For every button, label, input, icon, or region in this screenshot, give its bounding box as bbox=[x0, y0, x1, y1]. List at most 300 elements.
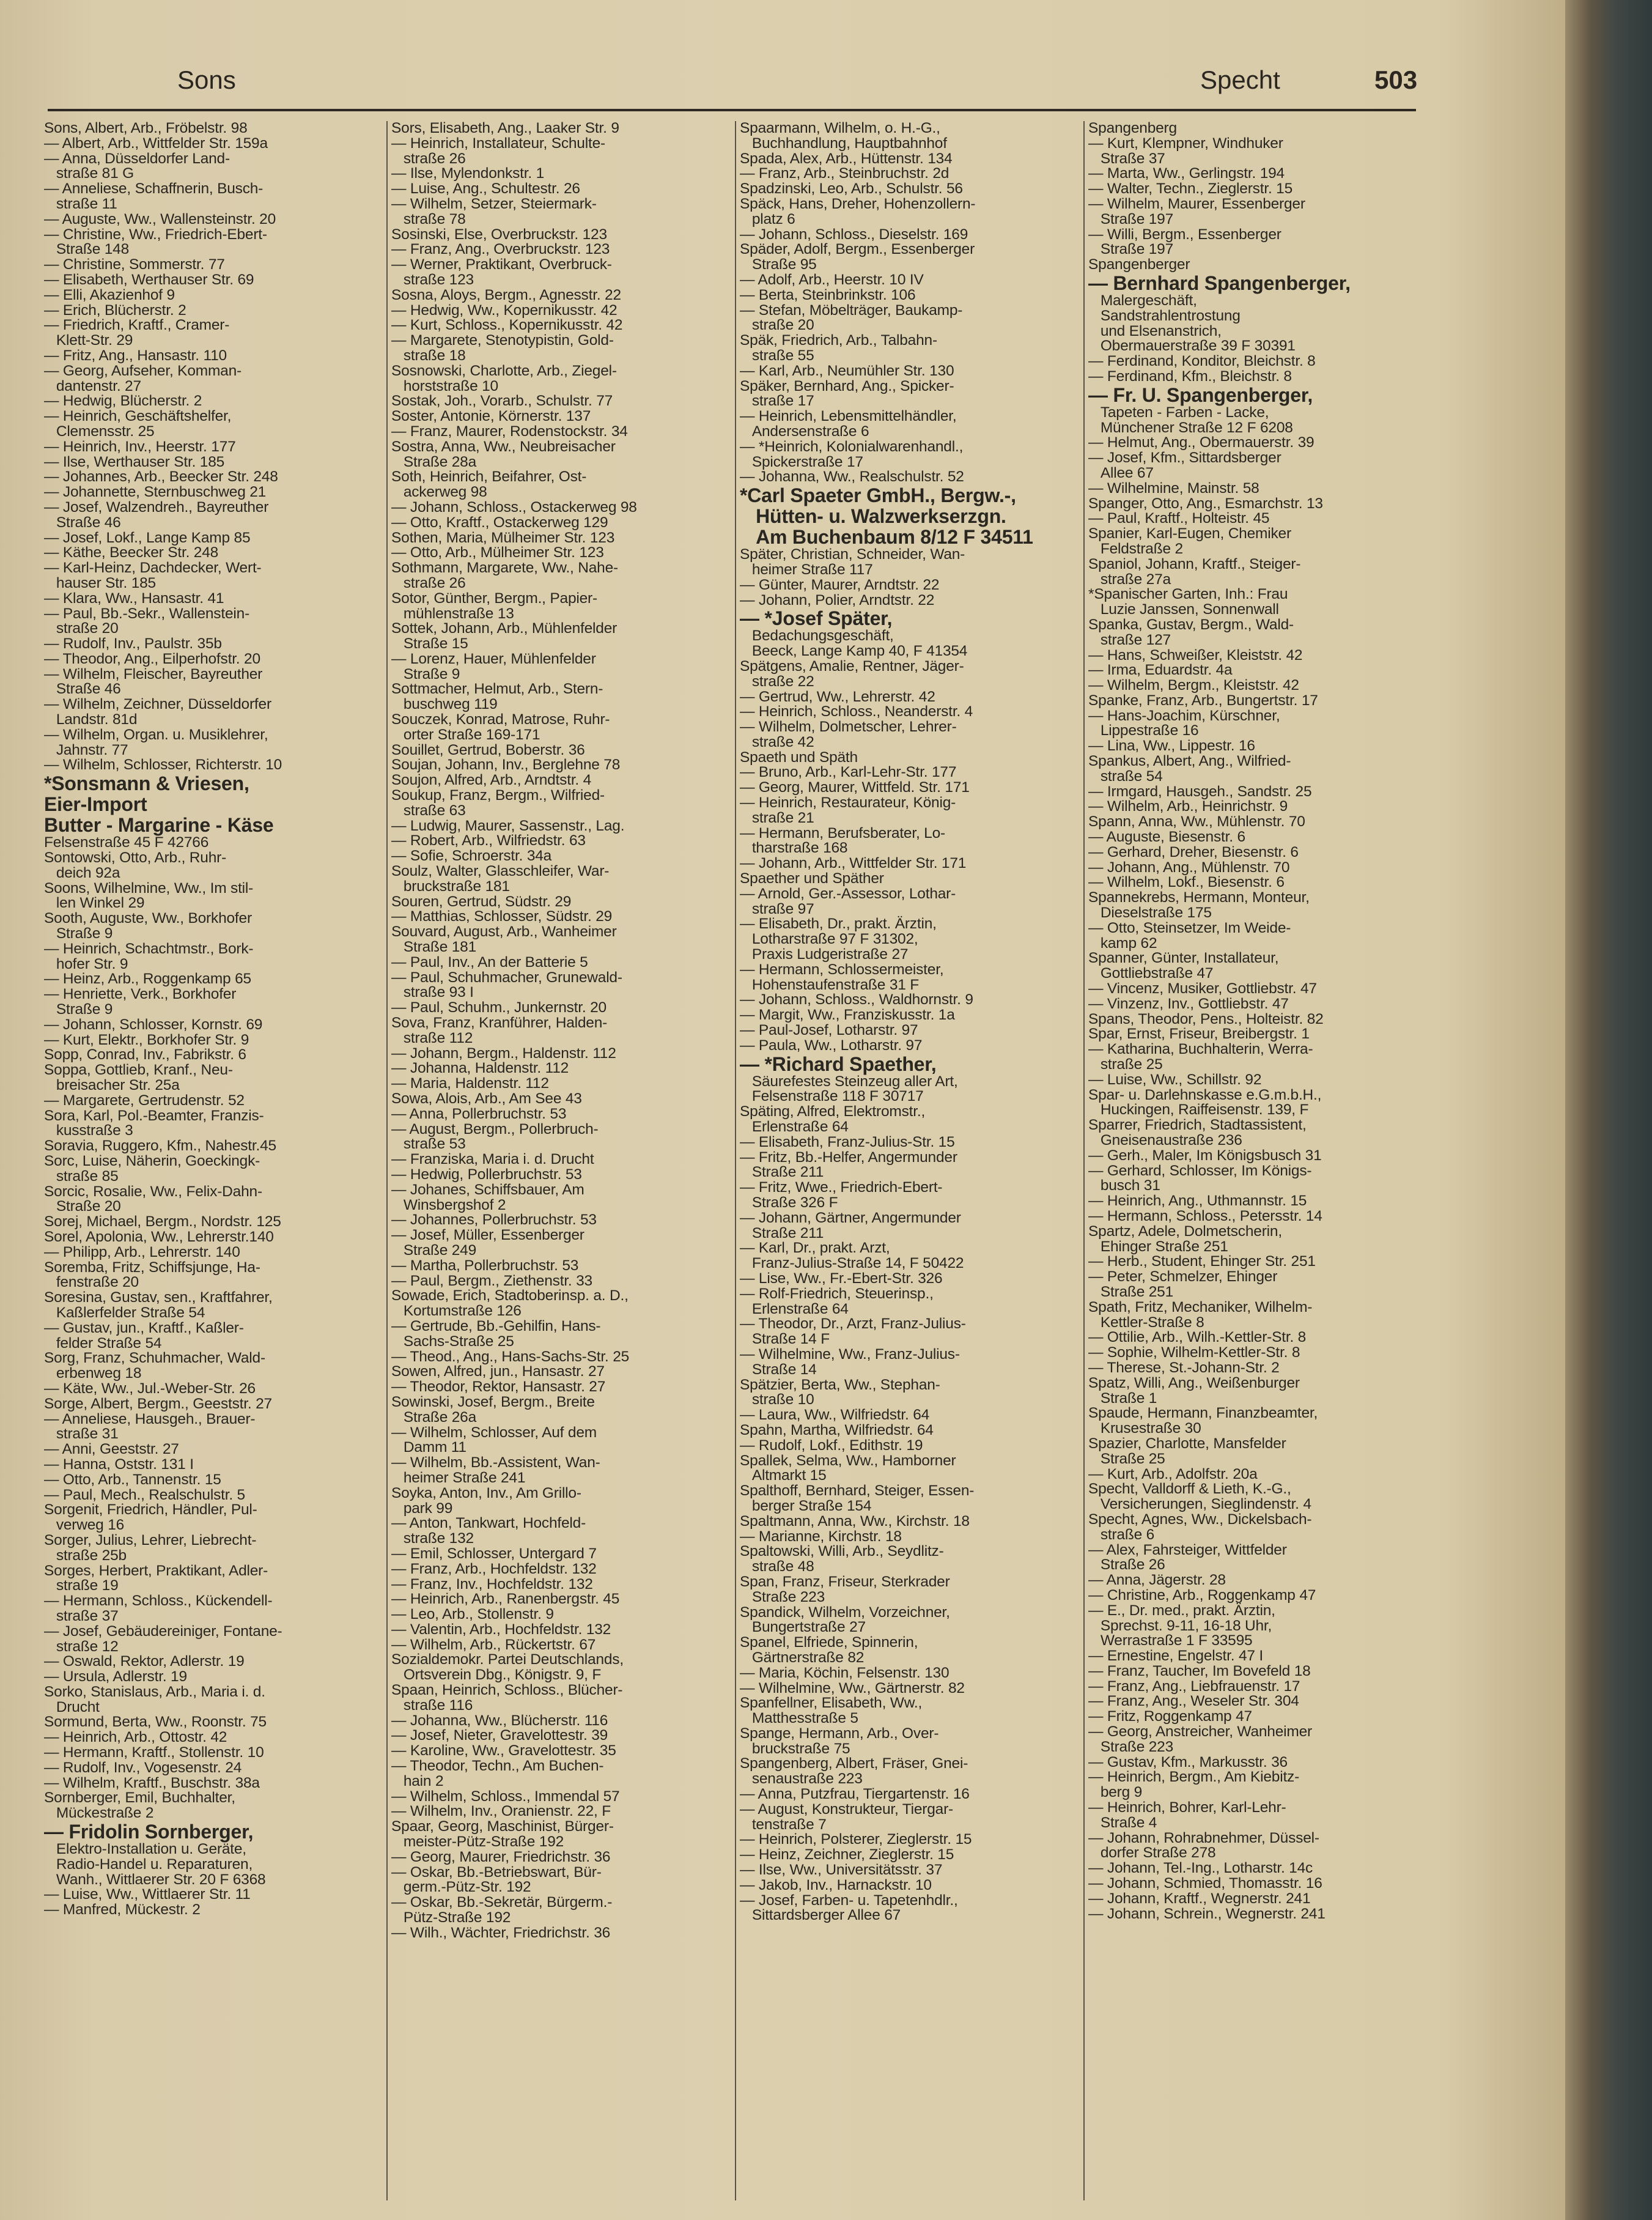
directory-line: Straße 223 bbox=[1088, 1738, 1174, 1755]
directory-line: Sostra, Anna, Ww., Neubreisacher bbox=[391, 438, 616, 455]
directory-line: — Martha, Pollerbruchstr. 53 bbox=[391, 1257, 579, 1274]
directory-line: — Maria, Köchin, Felsenstr. 130 bbox=[740, 1664, 950, 1681]
directory-line: — Wilhelm, Setzer, Steiermark- bbox=[391, 195, 597, 212]
directory-line: — Heinrich, Installateur, Schulte- bbox=[391, 135, 605, 152]
directory-line: Späker, Bernhard, Ang., Spicker- bbox=[740, 377, 954, 394]
directory-line: — Philipp, Arb., Lehrerstr. 140 bbox=[44, 1243, 240, 1260]
directory-line: — Otto, Steinsetzer, Im Weide- bbox=[1088, 919, 1291, 936]
directory-line: — Fritz, Bb.-Helfer, Angermunder bbox=[740, 1149, 957, 1166]
directory-line: Jahnstr. 77 bbox=[44, 741, 128, 758]
header-left-keyword: Sons bbox=[177, 65, 236, 94]
directory-line: — Ilse, Ww., Universitätsstr. 37 bbox=[740, 1862, 943, 1879]
directory-line: germ.-Pütz-Str. 192 bbox=[391, 1879, 531, 1896]
directory-line: Sorges, Herbert, Praktikant, Adler- bbox=[44, 1562, 268, 1579]
directory-line: — Paul, Bb.-Sekr., Wallenstein- bbox=[44, 605, 250, 622]
directory-line: Obermauerstraße 39 F 30391 bbox=[1088, 338, 1296, 355]
directory-line: — Luise, Ang., Schultestr. 26 bbox=[391, 180, 580, 198]
directory-line: orter Straße 169-171 bbox=[391, 726, 540, 743]
directory-line: — Auguste, Ww., Wallensteinstr. 20 bbox=[44, 210, 276, 228]
directory-line: Spätzier, Berta, Ww., Stephan- bbox=[740, 1376, 940, 1393]
directory-line: Spaarmann, Wilhelm, o. H.-G., bbox=[740, 121, 940, 136]
directory-line: straße 53 bbox=[391, 1136, 466, 1153]
directory-line: straße 6 bbox=[1088, 1526, 1155, 1543]
directory-line: — Elisabeth, Werthauser Str. 69 bbox=[44, 271, 254, 288]
directory-line: — Vinzenz, Inv., Gottliebstr. 47 bbox=[1088, 995, 1289, 1012]
directory-line: — Josef, Farben- u. Tapetenhdlr., bbox=[740, 1892, 958, 1909]
directory-line: — *Richard Spaether, bbox=[740, 1053, 937, 1075]
directory-line: — Josef, Kfm., Sittardsberger bbox=[1088, 450, 1281, 467]
directory-line: — Heinrich, Schloss., Neanderstr. 4 bbox=[740, 703, 973, 720]
directory-line: — Franz, Arb., Hochfeldstr. 132 bbox=[391, 1560, 597, 1577]
directory-line: Spannekrebs, Hermann, Monteur, bbox=[1088, 889, 1310, 906]
directory-line: — Franziska, Maria i. d. Drucht bbox=[391, 1151, 594, 1168]
directory-line: — Theod., Ang., Hans-Sachs-Str. 25 bbox=[391, 1348, 630, 1365]
directory-line: — Kurt, Elektr., Borkhofer Str. 9 bbox=[44, 1031, 249, 1048]
directory-line: Soppa, Gottlieb, Kranf., Neu- bbox=[44, 1062, 233, 1079]
directory-line: Straße 25 bbox=[1088, 1450, 1165, 1467]
directory-line: meister-Pütz-Straße 192 bbox=[391, 1833, 564, 1851]
directory-line: Straße 14 F bbox=[740, 1331, 830, 1348]
directory-line: — Rudolf, Inv., Paulstr. 35b bbox=[44, 635, 222, 653]
directory-line: — Johann, Schmied, Thomasstr. 16 bbox=[1088, 1875, 1322, 1892]
directory-line: — Wilhelm, Bb.-Assistent, Wan- bbox=[391, 1454, 600, 1471]
directory-line: straße 26 bbox=[391, 150, 466, 167]
directory-line: Klett-Str. 29 bbox=[44, 332, 133, 349]
directory-line: — Jakob, Inv., Harnackstr. 10 bbox=[740, 1876, 932, 1893]
directory-line: Straße 148 bbox=[44, 241, 130, 258]
directory-line: — Johann, Kraftf., Wegnerstr. 241 bbox=[1088, 1890, 1311, 1907]
directory-line: kusstraße 3 bbox=[44, 1122, 133, 1139]
directory-line: Sostak, Joh., Vorarb., Schulstr. 77 bbox=[391, 393, 613, 410]
directory-line: — Therese, St.-Johann-Str. 2 bbox=[1088, 1359, 1280, 1376]
column-4 bbox=[1088, 121, 1431, 2200]
directory-line: senaustraße 223 bbox=[740, 1770, 863, 1788]
directory-line: Feldstraße 2 bbox=[1088, 540, 1183, 557]
directory-line: — Gerh., Maler, Im Königsbusch 31 bbox=[1088, 1147, 1322, 1164]
directory-line: Spar- u. Darlehnskasse e.G.m.b.H., bbox=[1088, 1086, 1322, 1103]
directory-line: Spann, Anna, Ww., Mühlenstr. 70 bbox=[1088, 813, 1305, 831]
directory-line: dantenstr. 27 bbox=[44, 377, 141, 394]
directory-line: Sottek, Johann, Arb., Mühlenfelder bbox=[391, 620, 618, 637]
directory-line: straße 27a bbox=[1088, 571, 1171, 588]
directory-line: — Bruno, Arb., Karl-Lehr-Str. 177 bbox=[740, 764, 957, 781]
directory-line: Soujan, Johann, Inv., Berglehne 78 bbox=[391, 757, 621, 774]
directory-line: Sosnowski, Charlotte, Arb., Ziegel- bbox=[391, 362, 617, 379]
page-number: 503 bbox=[1374, 65, 1418, 94]
directory-line: Soulz, Walter, Glasschleifer, War- bbox=[391, 863, 610, 880]
directory-line: Spanke, Franz, Arb., Bungertstr. 17 bbox=[1088, 692, 1318, 709]
directory-line: straße 17 bbox=[740, 393, 814, 410]
directory-line: Spans, Theodor, Pens., Holteistr. 82 bbox=[1088, 1010, 1324, 1027]
directory-line: Franz-Julius-Straße 14, F 50422 bbox=[740, 1255, 964, 1272]
directory-line: — Hermann, Schloss., Petersstr. 14 bbox=[1088, 1207, 1322, 1224]
directory-line: Soukup, Franz, Bergm., Wilfried- bbox=[391, 787, 605, 804]
directory-line: — Wilhelm, Schloss., Immendal 57 bbox=[391, 1788, 620, 1805]
directory-line: straße 37 bbox=[44, 1607, 119, 1624]
directory-line: Straße 9 bbox=[44, 1001, 113, 1018]
directory-line: — Paul, Mech., Realschulstr. 5 bbox=[44, 1486, 245, 1503]
directory-line: fenstraße 20 bbox=[44, 1274, 139, 1291]
directory-line: — Käte, Ww., Jul.-Weber-Str. 26 bbox=[44, 1380, 256, 1397]
directory-line: Straße 15 bbox=[391, 635, 468, 653]
directory-line: heimer Straße 241 bbox=[391, 1469, 526, 1486]
directory-line: — Werner, Praktikant, Overbruck- bbox=[391, 256, 612, 273]
directory-line: mühlenstraße 13 bbox=[391, 605, 514, 622]
directory-line: — Franz, Arb., Steinbruchstr. 2d bbox=[740, 165, 950, 182]
directory-line: felder Straße 54 bbox=[44, 1334, 162, 1352]
directory-line: — Ottilie, Arb., Wilh.-Kettler-Str. 8 bbox=[1088, 1329, 1307, 1346]
directory-line: — Wilh., Wächter, Friedrichstr. 36 bbox=[391, 1924, 611, 1941]
directory-line: — Johann, Arb., Wittfelder Str. 171 bbox=[740, 855, 967, 872]
directory-line: Elektro-Installation u. Geräte, bbox=[44, 1841, 246, 1858]
directory-line: Sorcic, Rosalie, Ww., Felix-Dahn- bbox=[44, 1183, 262, 1200]
directory-line: Sons, Albert, Arb., Fröbelstr. 98 bbox=[44, 121, 248, 136]
directory-line: — Berta, Steinbrinkstr. 106 bbox=[740, 286, 916, 303]
directory-line: — Paul, Kraftf., Holteistr. 45 bbox=[1088, 510, 1270, 527]
directory-line: bruckstraße 181 bbox=[391, 878, 510, 895]
directory-line: Souren, Gertrud, Südstr. 29 bbox=[391, 893, 572, 910]
directory-line: Straße 326 F bbox=[740, 1194, 838, 1211]
directory-line: Bedachungsgeschäft, bbox=[740, 627, 894, 645]
directory-line: tharstraße 168 bbox=[740, 840, 848, 857]
directory-line: Spanner, Günter, Installateur, bbox=[1088, 950, 1279, 967]
directory-line: — Margit, Ww., Franziskusstr. 1a bbox=[740, 1007, 955, 1024]
directory-line: — Ilse, Mylendonkstr. 1 bbox=[391, 165, 545, 182]
directory-line: — Gustav, Kfm., Markusstr. 36 bbox=[1088, 1753, 1288, 1770]
directory-line: — Fridolin Sornberger, bbox=[44, 1821, 254, 1843]
directory-line: Span, Franz, Friseur, Sterkrader bbox=[740, 1573, 950, 1590]
directory-line: straße 22 bbox=[740, 673, 814, 690]
directory-line: — E., Dr. med., prakt. Ärztin, bbox=[1088, 1602, 1275, 1619]
directory-line: straße 85 bbox=[44, 1167, 119, 1185]
directory-line: — Otto, Arb., Mülheimer Str. 123 bbox=[391, 544, 604, 561]
directory-line: Drucht bbox=[44, 1698, 100, 1715]
directory-line: — Bernhard Spangenberger, bbox=[1088, 272, 1351, 294]
directory-line: Sowen, Alfred, jun., Hansastr. 27 bbox=[391, 1363, 605, 1380]
directory-line: — Klara, Ww., Hansastr. 41 bbox=[44, 590, 224, 607]
directory-line: — Fritz, Wwe., Friedrich-Ebert- bbox=[740, 1179, 943, 1196]
directory-line: — Georg, Anstreicher, Wanheimer bbox=[1088, 1723, 1312, 1741]
directory-line: — Johann, Polier, Arndtstr. 22 bbox=[740, 591, 935, 609]
directory-line: — Johanes, Schiffsbauer, Am bbox=[391, 1181, 584, 1198]
directory-line: Spätgens, Amalie, Rentner, Jäger- bbox=[740, 657, 964, 675]
directory-line: Andersenstraße 6 bbox=[740, 423, 869, 440]
directory-line: — Johann, Schloss., Dieselstr. 169 bbox=[740, 226, 968, 243]
directory-line: — Wilhelm, Dolmetscher, Lehrer- bbox=[740, 719, 957, 736]
directory-line: Hütten- u. Walzwerkserzgn. bbox=[740, 505, 1006, 528]
directory-line: — Josef, Nieter, Gravelottestr. 39 bbox=[391, 1727, 608, 1744]
directory-line: Sottmacher, Helmut, Arb., Stern- bbox=[391, 681, 603, 698]
directory-line: — Johann, Schloss., Waldhornstr. 9 bbox=[740, 991, 973, 1008]
directory-line: Souillet, Gertrud, Boberstr. 36 bbox=[391, 741, 585, 758]
directory-line: — Marianne, Kirchstr. 18 bbox=[740, 1528, 902, 1545]
directory-line: Spar, Ernst, Friseur, Breibergstr. 1 bbox=[1088, 1026, 1310, 1043]
directory-line: — Margarete, Stenotypistin, Gold- bbox=[391, 332, 614, 349]
directory-line: — Fritz, Roggenkamp 47 bbox=[1088, 1708, 1252, 1725]
directory-line: — Wilhelm, Schlosser, Richterstr. 10 bbox=[44, 757, 282, 774]
directory-line: Sorej, Michael, Bergm., Nordstr. 125 bbox=[44, 1213, 281, 1230]
directory-line: Soujon, Alfred, Arb., Arndtstr. 4 bbox=[391, 772, 592, 789]
directory-line: — Johann, Gärtner, Angermunder bbox=[740, 1209, 961, 1226]
directory-line: Sowa, Alois, Arb., Am See 43 bbox=[391, 1090, 582, 1107]
page-header bbox=[0, 58, 1565, 107]
directory-line: — Paul-Josef, Lotharstr. 97 bbox=[740, 1022, 918, 1039]
directory-line: Erlenstraße 64 bbox=[740, 1119, 849, 1136]
directory-line: — Hanna, Oststr. 131 I bbox=[44, 1456, 194, 1473]
directory-line: straße 55 bbox=[740, 347, 814, 364]
directory-line: Sorg, Franz, Schuhmacher, Wald- bbox=[44, 1350, 265, 1367]
directory-line: — Anna, Putzfrau, Tiergartenstr. 16 bbox=[740, 1786, 970, 1803]
directory-line: Späder, Adolf, Bergm., Essenberger bbox=[740, 241, 975, 258]
directory-line: — Heinrich, Arb., Ranenbergstr. 45 bbox=[391, 1591, 620, 1608]
directory-line: Straße 14 bbox=[740, 1361, 817, 1378]
directory-line: hauser Str. 185 bbox=[44, 574, 156, 591]
directory-line: Später, Christian, Schneider, Wan- bbox=[740, 546, 965, 563]
directory-line: — Christine, Arb., Roggenkamp 47 bbox=[1088, 1586, 1316, 1604]
directory-line: Spalthoff, Bernhard, Steiger, Essen- bbox=[740, 1482, 975, 1500]
column-2 bbox=[391, 121, 734, 2200]
directory-line: — Oskar, Bb.-Sekretär, Bürgerm.- bbox=[391, 1894, 613, 1911]
directory-line: straße 48 bbox=[740, 1558, 814, 1575]
directory-line: Straße 249 bbox=[391, 1241, 477, 1259]
directory-line: Gärtnerstraße 82 bbox=[740, 1649, 865, 1666]
directory-line: platz 6 bbox=[740, 210, 795, 228]
directory-line: — Alex, Fahrsteiger, Wittfelder bbox=[1088, 1541, 1287, 1558]
directory-line: Sova, Franz, Kranführer, Halden- bbox=[391, 1015, 608, 1032]
directory-line: — Ferdinand, Konditor, Bleichstr. 8 bbox=[1088, 353, 1316, 370]
directory-line: straße 132 bbox=[391, 1530, 474, 1547]
directory-line: — Gustav, jun., Kraftf., Kaßler- bbox=[44, 1319, 244, 1336]
directory-line: — Paul, Schuhm., Junkernstr. 20 bbox=[391, 999, 607, 1016]
directory-line: Spaan, Heinrich, Schloss., Blücher- bbox=[391, 1682, 623, 1699]
directory-line: — Paula, Ww., Lotharstr. 97 bbox=[740, 1037, 923, 1054]
directory-line: und Elsenanstrich, bbox=[1088, 322, 1222, 339]
directory-line: straße 20 bbox=[44, 620, 119, 637]
directory-line: Spanel, Elfriede, Spinnerin, bbox=[740, 1634, 918, 1651]
directory-line: — Franz, Maurer, Rodenstockstr. 34 bbox=[391, 423, 628, 440]
directory-line: park 99 bbox=[391, 1500, 453, 1517]
directory-line: Mückestraße 2 bbox=[44, 1805, 154, 1822]
directory-line: — Henriette, Verk., Borkhofer bbox=[44, 986, 237, 1003]
directory-line: deich 92a bbox=[44, 864, 120, 881]
directory-line: — Maria, Haldenstr. 112 bbox=[391, 1075, 549, 1092]
directory-line: — Heinrich, Restaurateur, König- bbox=[740, 794, 956, 812]
directory-line: — Vincenz, Musiker, Gottliebstr. 47 bbox=[1088, 980, 1317, 997]
directory-line: — Wilhelm, Zeichner, Düsseldorfer bbox=[44, 696, 271, 713]
directory-line: — Herb., Student, Ehinger Str. 251 bbox=[1088, 1253, 1316, 1270]
directory-line: Straße 1 bbox=[1088, 1389, 1157, 1407]
directory-line: — Wilhelm, Maurer, Essenberger bbox=[1088, 195, 1305, 212]
directory-line: — Wilhelm, Organ. u. Musiklehrer, bbox=[44, 726, 268, 743]
directory-line: Hohenstaufenstraße 31 F bbox=[740, 976, 920, 993]
directory-line: Spickerstraße 17 bbox=[740, 453, 863, 470]
directory-line: Straße 28a bbox=[391, 453, 477, 470]
directory-line: — Wilhelm, Kraftf., Buschstr. 38a bbox=[44, 1774, 260, 1791]
directory-line: Soons, Wilhelmine, Ww., Im stil- bbox=[44, 879, 254, 897]
directory-line: Am Buchenbaum 8/12 F 34511 bbox=[740, 526, 1033, 549]
directory-line: Kaßlerfelder Straße 54 bbox=[44, 1304, 205, 1321]
directory-line: — Anna, Düsseldorfer Land- bbox=[44, 150, 230, 167]
directory-line: Ehinger Straße 251 bbox=[1088, 1238, 1228, 1255]
directory-line: — August, Bergm., Pollerbruch- bbox=[391, 1120, 599, 1138]
directory-line: erbenweg 18 bbox=[44, 1365, 142, 1382]
column-3 bbox=[740, 121, 1082, 2200]
directory-line: — Anneliese, Schaffnerin, Busch- bbox=[44, 180, 264, 198]
directory-line: — Erich, Blücherstr. 2 bbox=[44, 302, 186, 319]
directory-line: straße 78 bbox=[391, 210, 466, 228]
directory-line: — Matthias, Schlosser, Südstr. 29 bbox=[391, 908, 613, 925]
directory-line: — Johann, Ang., Mühlenstr. 70 bbox=[1088, 859, 1290, 876]
directory-line: — Hermann, Berufsberater, Lo- bbox=[740, 824, 945, 842]
directory-line: Spangenberg bbox=[1088, 121, 1177, 136]
directory-line: Spaeth und Späth bbox=[740, 749, 858, 766]
directory-line: Bungertstraße 27 bbox=[740, 1619, 866, 1636]
directory-line: Straße 9 bbox=[44, 925, 113, 942]
directory-line: Sosna, Aloys, Bergm., Agnesstr. 22 bbox=[391, 286, 621, 303]
directory-line: — Heinz, Zeichner, Zieglerstr. 15 bbox=[740, 1846, 954, 1863]
directory-line: — Heinrich, Ang., Uthmannstr. 15 bbox=[1088, 1193, 1307, 1210]
directory-line: — Gerhard, Schlosser, Im Königs- bbox=[1088, 1162, 1312, 1179]
directory-line: — Adolf, Arb., Heerstr. 10 IV bbox=[740, 271, 924, 288]
directory-line: — Anneliese, Hausgeh., Brauer- bbox=[44, 1410, 256, 1427]
directory-line: berger Straße 154 bbox=[740, 1497, 872, 1514]
directory-line: — Paul, Inv., An der Batterie 5 bbox=[391, 953, 588, 971]
directory-line: Spangenberger bbox=[1088, 256, 1190, 273]
directory-line: Buchhandlung, Hauptbahnhof bbox=[740, 135, 947, 152]
directory-line: Spartz, Adele, Dolmetscherin, bbox=[1088, 1223, 1282, 1240]
directory-line: Sprechst. 9-11, 16-18 Uhr, bbox=[1088, 1617, 1272, 1634]
directory-line: — Kurt, Klempner, Windhuker bbox=[1088, 135, 1283, 152]
directory-line: Krusestraße 30 bbox=[1088, 1420, 1201, 1437]
directory-line: — Wilhelm, Bergm., Kleiststr. 42 bbox=[1088, 677, 1299, 694]
directory-line: — Walter, Techn., Zieglerstr. 15 bbox=[1088, 180, 1293, 198]
directory-line: — Johanna, Haldenstr. 112 bbox=[391, 1060, 569, 1077]
directory-line: Spandick, Wilhelm, Vorzeichner, bbox=[740, 1604, 950, 1621]
directory-line: straße 25b bbox=[44, 1547, 127, 1564]
directory-line: — Arnold, Ger.-Assessor, Lothar- bbox=[740, 885, 956, 902]
directory-line: — Paul, Bergm., Ziethenstr. 33 bbox=[391, 1272, 592, 1289]
directory-line: — Fritz, Ang., Hansastr. 110 bbox=[44, 347, 227, 364]
directory-line: Erlenstraße 64 bbox=[740, 1300, 849, 1317]
directory-line: — *Josef Später, bbox=[740, 607, 893, 630]
directory-line: — Ursula, Adlerstr. 19 bbox=[44, 1668, 187, 1685]
directory-line: — Willi, Bergm., Essenberger bbox=[1088, 226, 1281, 243]
directory-line: Sorel, Apolonia, Ww., Lehrerstr.140 bbox=[44, 1228, 274, 1245]
directory-line: — Sophie, Wilhelm-Kettler-Str. 8 bbox=[1088, 1344, 1300, 1361]
directory-line: bruckstraße 75 bbox=[740, 1740, 850, 1757]
directory-line: — Rudolf, Inv., Vogesenstr. 24 bbox=[44, 1759, 242, 1776]
directory-line: — Heinrich, Inv., Heerstr. 177 bbox=[44, 438, 236, 455]
directory-line: — Christine, Ww., Friedrich-Ebert- bbox=[44, 226, 267, 243]
directory-line: — Georg, Maurer, Wittfeld. Str. 171 bbox=[740, 779, 970, 796]
directory-line: — Josef, Gebäudereiniger, Fontane- bbox=[44, 1622, 282, 1640]
directory-line: Sowade, Erich, Stadtoberinsp. a. D., bbox=[391, 1287, 629, 1304]
directory-line: Soyka, Anton, Inv., Am Grillo- bbox=[391, 1484, 581, 1501]
directory-line: straße 123 bbox=[391, 271, 474, 288]
directory-line: straße 116 bbox=[391, 1696, 473, 1714]
directory-line: Straße 211 bbox=[740, 1164, 824, 1181]
column-divider bbox=[735, 121, 736, 2200]
directory-line: Straße 197 bbox=[1088, 241, 1174, 258]
column-1 bbox=[44, 121, 386, 2200]
directory-line: — Fr. U. Spangenberger, bbox=[1088, 383, 1313, 406]
directory-line: — Gertrude, Bb.-Gehilfin, Hans- bbox=[391, 1317, 601, 1334]
directory-line: Eier-Import bbox=[44, 793, 147, 816]
directory-line: Straße 181 bbox=[391, 939, 477, 956]
directory-line: Spatz, Willi, Ang., Weißenburger bbox=[1088, 1374, 1300, 1391]
directory-line: — Ludwig, Maurer, Sassenstr., Lag. bbox=[391, 817, 625, 834]
directory-line: — Irmgard, Hausgeh., Sandstr. 25 bbox=[1088, 783, 1312, 800]
directory-line: Sparrer, Friedrich, Stadtassistent, bbox=[1088, 1117, 1307, 1134]
directory-line: — Stefan, Möbelträger, Baukamp- bbox=[740, 302, 963, 319]
directory-line: Spange, Hermann, Arb., Over- bbox=[740, 1725, 939, 1742]
directory-line: — Karl, Dr., prakt. Arzt, bbox=[740, 1240, 890, 1257]
directory-line: — Sofie, Schroerstr. 34a bbox=[391, 848, 552, 865]
directory-line: straße 63 bbox=[391, 802, 466, 819]
directory-line: Sora, Karl, Pol.-Beamter, Franzis- bbox=[44, 1107, 264, 1124]
directory-line: — Helmut, Ang., Obermauerstr. 39 bbox=[1088, 434, 1315, 451]
directory-line: busch 31 bbox=[1088, 1177, 1160, 1194]
directory-line: *Carl Spaeter GmbH., Bergw.-, bbox=[740, 484, 1016, 507]
directory-line: Kettler-Straße 8 bbox=[1088, 1314, 1204, 1331]
directory-line: straße 112 bbox=[391, 1029, 473, 1046]
directory-line: — Johann, Tel.-Ing., Lotharstr. 14c bbox=[1088, 1860, 1313, 1877]
directory-line: Allee 67 bbox=[1088, 464, 1154, 481]
directory-line: Sittardsberger Allee 67 bbox=[740, 1907, 901, 1924]
directory-line: Soresina, Gustav, sen., Kraftfahrer, bbox=[44, 1289, 273, 1306]
directory-line: ackerweg 98 bbox=[391, 484, 487, 501]
directory-line: straße 11 bbox=[44, 195, 117, 212]
directory-line: straße 42 bbox=[740, 733, 814, 750]
directory-line: — Oskar, Bb.-Betriebswart, Bür- bbox=[391, 1863, 602, 1881]
directory-line: straße 19 bbox=[44, 1577, 119, 1594]
directory-line: — Gertrud, Ww., Lehrerstr. 42 bbox=[740, 688, 935, 705]
directory-line: — Irma, Eduardstr. 4a bbox=[1088, 662, 1233, 679]
directory-line: — Rolf-Friedrich, Steuerinsp., bbox=[740, 1285, 934, 1302]
directory-line: — Franz, Ang., Liebfrauenstr. 17 bbox=[1088, 1678, 1300, 1695]
directory-line: — Wilhelmine, Ww., Gärtnerstr. 82 bbox=[740, 1679, 965, 1696]
directory-line: — Lina, Ww., Lippestr. 16 bbox=[1088, 738, 1255, 755]
directory-line: Straße 46 bbox=[44, 514, 121, 531]
directory-line: len Winkel 29 bbox=[44, 895, 145, 912]
directory-line: straße 10 bbox=[740, 1391, 814, 1408]
directory-line: — Auguste, Biesenstr. 6 bbox=[1088, 829, 1245, 846]
directory-line: — Katharina, Buchhalterin, Werra- bbox=[1088, 1041, 1313, 1058]
directory-line: — Johann, Bergm., Haldenstr. 112 bbox=[391, 1045, 616, 1062]
directory-line: Wanh., Wittlaerer Str. 20 F 6368 bbox=[44, 1871, 266, 1888]
directory-line: Sormund, Berta, Ww., Roonstr. 75 bbox=[44, 1714, 267, 1731]
directory-line: — Lise, Ww., Fr.-Ebert-Str. 326 bbox=[740, 1270, 943, 1287]
directory-line: — Johannette, Sternbuschweg 21 bbox=[44, 484, 267, 501]
directory-line: — Peter, Schmelzer, Ehinger bbox=[1088, 1268, 1278, 1286]
directory-line: — Franz, Ang., Overbruckstr. 123 bbox=[391, 241, 610, 258]
directory-line: Spaltmann, Anna, Ww., Kirchstr. 18 bbox=[740, 1512, 970, 1530]
directory-line: — Otto, Arb., Tannenstr. 15 bbox=[44, 1471, 221, 1488]
directory-line: — Karl-Heinz, Dachdecker, Wert- bbox=[44, 560, 262, 577]
directory-line: — Johanna, Ww., Realschulstr. 52 bbox=[740, 468, 964, 486]
directory-line: dorfer Straße 278 bbox=[1088, 1844, 1216, 1862]
directory-line: — Lorenz, Hauer, Mühlenfelder bbox=[391, 650, 596, 667]
directory-line: Spanger, Otto, Ang., Esmarchstr. 13 bbox=[1088, 495, 1323, 512]
directory-line: Specht, Valldorff & Lieth, K.-G., bbox=[1088, 1481, 1291, 1498]
directory-line: Sothmann, Margarete, Ww., Nahe- bbox=[391, 560, 618, 577]
directory-line: — Heinrich, Polsterer, Zieglerstr. 15 bbox=[740, 1831, 972, 1848]
directory-line: — Christine, Sommerstr. 77 bbox=[44, 256, 225, 273]
directory-line: — Karoline, Ww., Gravelottestr. 35 bbox=[391, 1742, 616, 1759]
directory-line: Spanier, Karl-Eugen, Chemiker bbox=[1088, 525, 1291, 542]
directory-line: Sachs-Straße 25 bbox=[391, 1333, 514, 1350]
directory-line: Soth, Heinrich, Beifahrer, Ost- bbox=[391, 468, 587, 486]
